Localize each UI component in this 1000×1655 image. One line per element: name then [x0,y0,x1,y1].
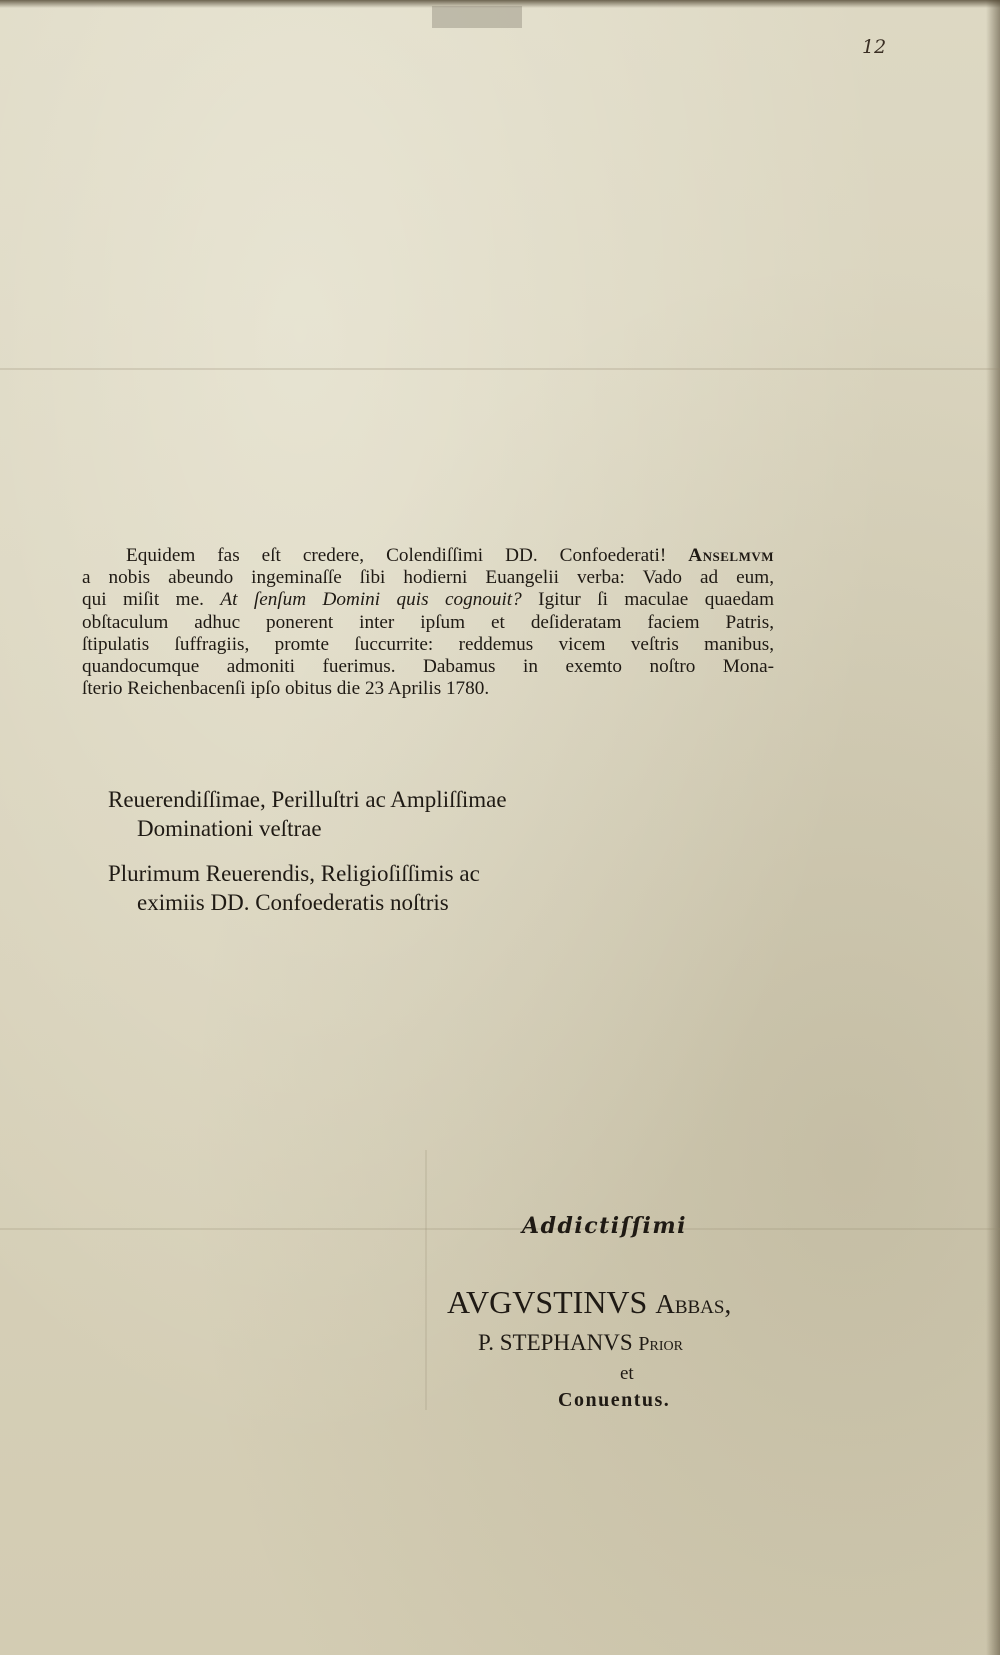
signature-convent: Conuentus. [558,1389,671,1411]
page-top-tab-shadow [432,6,522,28]
quotation-italic: At ſenſum Domini quis cognouit? [220,589,522,611]
address-line: eximiis DD. Confoederatis noſtris [137,890,449,915]
text-segment: obſtaculum adhuc ponerent inter ipſum et deſideratam faciem Patris, [82,611,774,633]
text-segment: quandocumque admoniti fuerimus. Dabamus in exemto noſtro Mona- [82,656,774,678]
signature-abbot [447,1284,731,1321]
paper-fold-line [0,1228,1000,1230]
text-segment: Igitur ſi maculae quaedam [521,589,774,611]
paragraph-line [82,589,774,611]
text-segment: Equidem fas eſt credere, Colendiſſimi DD. Confoederati! [126,545,689,566]
prior-name: P. STEPHANVS [478,1330,639,1355]
paragraph-line [82,545,774,567]
body-paragraph [82,545,774,700]
paragraph-line [82,656,774,678]
prior-title: Prior [638,1333,683,1355]
text-segment: ſterio Reichenbacenſi ipſo obitus die 23 Aprilis 1780. [82,678,490,700]
folio-number: 12 [862,36,887,58]
closing-salutation: Addictiſſimi [522,1213,688,1239]
text-segment: qui miſit me. [82,589,221,611]
text-segment: ſtipulatis ſuffragiis, promte ſuccurrite: reddemus vicem veſtris manibus, [82,633,774,655]
paragraph-line [82,567,774,589]
page-right-edge-shadow [986,0,1000,1655]
name-smallcaps: Anselmvm [688,545,774,566]
paper-fold-line [0,368,1000,370]
address-line: Dominationi veſtrae [137,816,322,841]
text-segment: a nobis abeundo ingeminaſſe ſibi hodierni Euangelii verba: Vado ad eum, [82,567,774,589]
address-line: Reuerendiſſimae, Perilluſtri ac Ampliſſimae [108,787,507,812]
abbot-name: AVGVSTINVS [447,1284,656,1320]
paragraph-line [82,678,774,700]
paper-fold-line [425,1150,427,1410]
abbot-title: Abbas, [655,1289,732,1319]
paragraph-line [82,612,774,634]
signature-prior [478,1330,683,1356]
signature-conjunction: et [620,1363,634,1384]
address-line: Plurimum Reuerendis, Religioſiſſimis ac [108,861,480,886]
paragraph-line [82,634,774,656]
